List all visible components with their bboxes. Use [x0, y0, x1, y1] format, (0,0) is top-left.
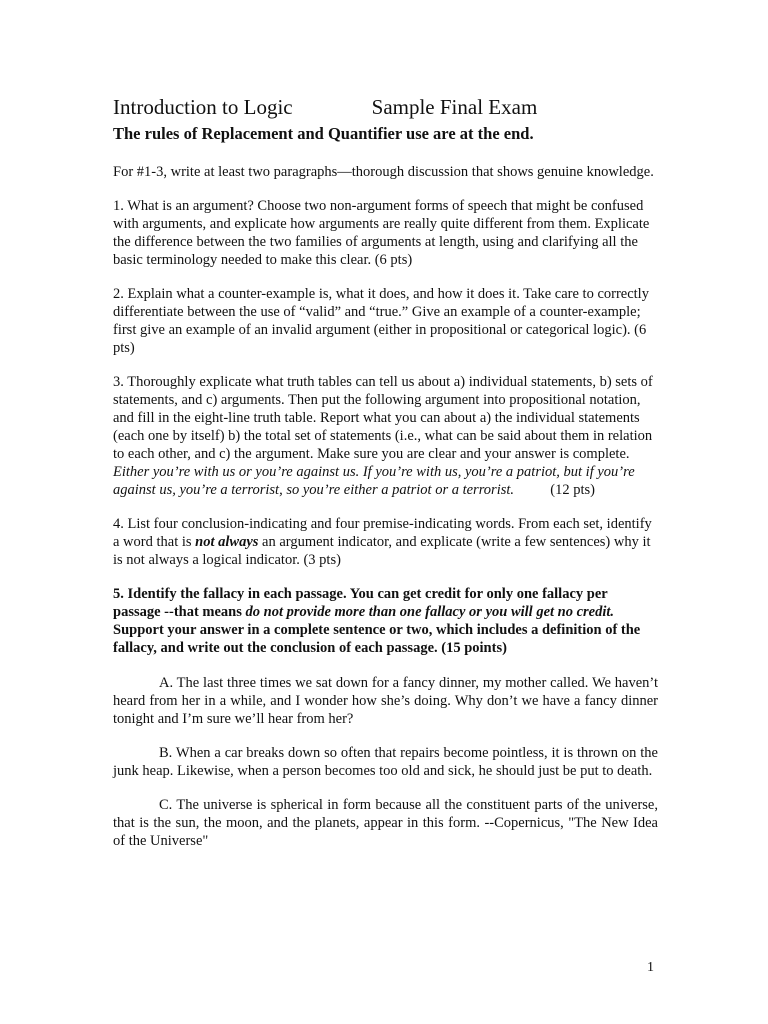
question-5 — [113, 585, 658, 657]
passage-a: A. The last three times we sat down for a fancy dinner, my mother called. We haven’t heard from her in a while, and I wonder how she’s doing. Why don’t we have a fancy dinner tonight and I’m sure we’ll hear from her? — [113, 675, 658, 727]
question-2: 2. Explain what a counter-example is, what it does, and how it does it. Take care to correctly differentiate between the use of “valid” and “true.” Give an example of a counter-example; first give an example of an invalid argument (either in propositional or categorical logic). (6 pts) — [113, 286, 649, 356]
question-3-text: 3. Thoroughly explicate what truth tables can tell us about a) individual statements, b) sets of statements, and c) arguments. Then put the following argument into propositional notation, and fill in the eight-line truth table. Report what you can about a) the individual statements (each one by itself) b) the total set of statements (i.e., what can be said about them in relation to each other, and c) the argument. Make sure you are clear and your answer is complete. — [113, 374, 653, 462]
question-4-text-b: an argument indicator, and explicate (write a few sentences) why it is not always a logical indicator. (3 pts) — [113, 534, 651, 568]
page-title — [113, 92, 658, 122]
exam-title: Sample Final Exam — [371, 95, 538, 119]
question-3-points: (12 pts) — [550, 482, 595, 498]
exam-page — [113, 92, 658, 866]
passage-c: C. The universe is spherical in form because all the constituent parts of the universe, that is the sun, the moon, and the planets, appear in this form. --Copernicus, "The New Idea of the Universe" — [113, 797, 658, 849]
question-1: 1. What is an argument? Choose two non-argument forms of speech that might be confused with arguments, and explicate how arguments are really quite different from them. Explicate the difference between the two families of arguments at length, using and clarifying all the basic terminology needed to make this clear. (6 pts) — [113, 198, 650, 268]
question-5-text-a: 5. Identify the fallacy in each passage. You can get credit for only one fallacy per passage --that means — [113, 586, 608, 620]
subtitle: The rules of Replacement and Quantifier use are at the end. — [113, 124, 534, 143]
page-number: 1 — [647, 960, 654, 975]
question-4-text-a: 4. List four conclusion-indicating and four premise-indicating words. From each set, identify a word that is — [113, 516, 652, 550]
question-4-emphasis: not always — [195, 534, 259, 550]
question-5-text-b: Support your answer in a complete sentence or two, which includes a definition of the fallacy, and write out the conclusion of each passage. (15 points) — [113, 622, 641, 656]
question-3-argument: Either you’re with us or you’re against us. If you’re with us, you’re a patriot, but if you’re against us, you’re a terrorist, so you’re either a patriot or a terrorist. — [113, 464, 635, 498]
course-title: Introduction to Logic — [113, 95, 293, 119]
question-5-emphasis: do not provide more than one fallacy or you will get no credit. — [245, 604, 615, 620]
question-3 — [113, 373, 658, 499]
question-4 — [113, 515, 658, 569]
passage-b: B. When a car breaks down so often that repairs become pointless, it is thrown on the junk heap. Likewise, when a person becomes too old and sick, he should just be put to death. — [113, 745, 658, 779]
instructions: For #1-3, write at least two paragraphs—thorough discussion that shows genuine knowledge. — [113, 164, 654, 180]
